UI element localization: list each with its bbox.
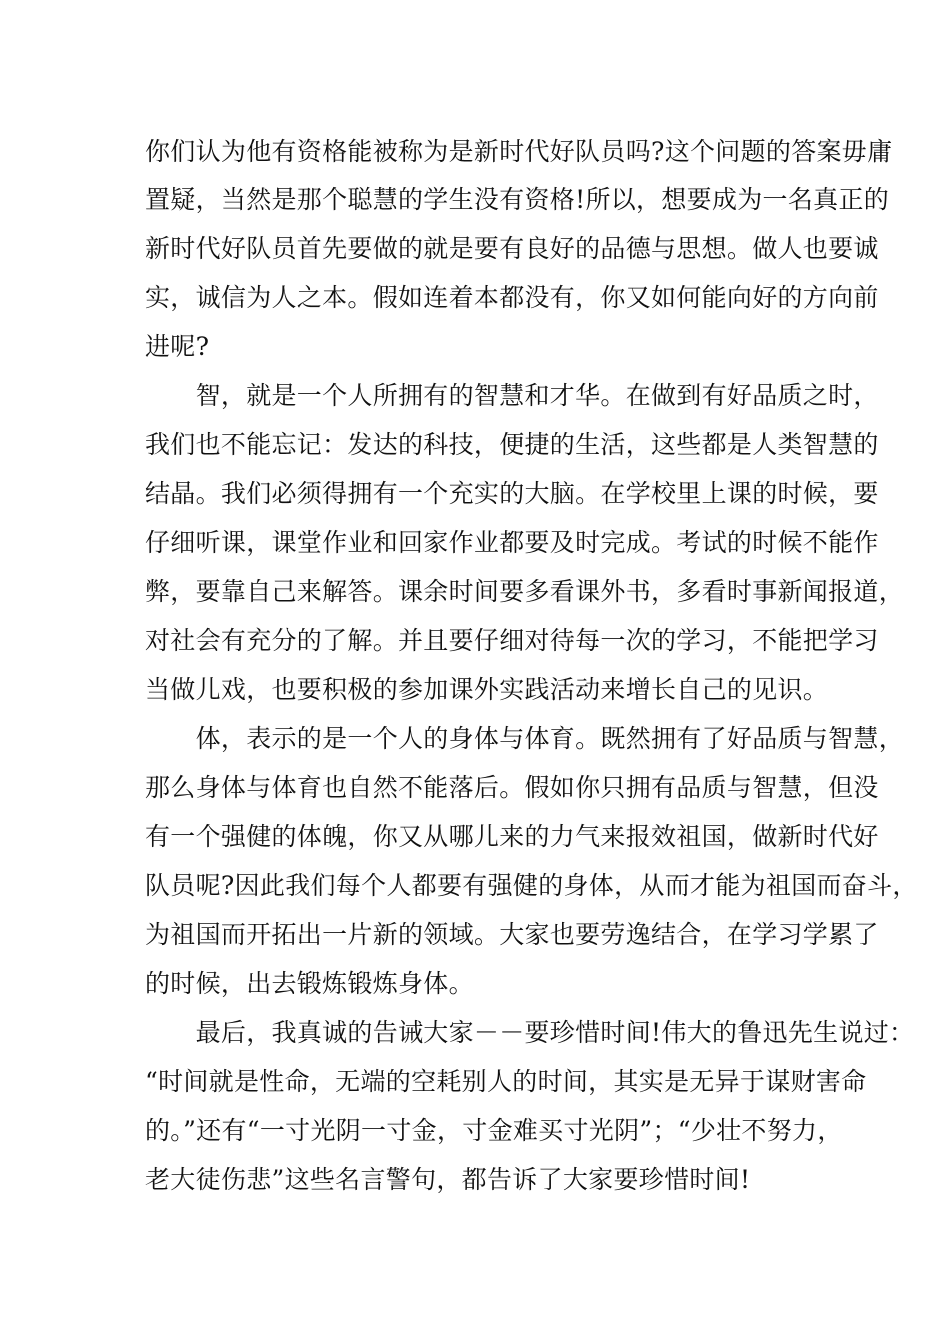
text-line: 我们也不能忘记：发达的科技，便捷的生活，这些都是人类智慧的: [145, 430, 879, 459]
paragraph-2: [145, 371, 905, 714]
text-line: 仔细听课，课堂作业和回家作业都要及时完成。考试的时候不能作: [145, 528, 879, 557]
text-line: 当做儿戏，也要积极的参加课外实践活动来增长自己的见识。: [145, 675, 829, 704]
paragraph-1: [145, 127, 893, 371]
text-line: 的。”还有“一寸光阴一寸金，寸金难买寸光阴”；“少壮不努力，: [145, 1116, 843, 1145]
document-body: [145, 127, 918, 1204]
paragraph-4: [145, 1008, 915, 1204]
text-line: 智，就是一个人所拥有的智慧和才华。在做到有好品质之时，: [145, 381, 879, 410]
text-line: 的时候，出去锻炼锻炼身体。: [145, 969, 474, 998]
text-line: 你们认为他有资格能被称为是新时代好队员吗?这个问题的答案毋庸: [145, 137, 893, 166]
text-line: 对社会有充分的了解。并且要仔细对待每一次的学习，不能把学习: [145, 626, 879, 655]
text-line: “时间就是性命，无端的空耗别人的时间，其实是无异于谋财害命: [145, 1067, 867, 1096]
text-line: 为祖国而开拓出一片新的领域。大家也要劳逸结合，在学习学累了: [145, 920, 879, 949]
text-line: 老大徒伤悲”这些名言警句，都告诉了大家要珍惜时间!: [145, 1165, 751, 1194]
text-line: 那么身体与体育也自然不能落后。假如你只拥有品质与智慧，但没: [145, 773, 879, 802]
text-line: 有一个强健的体魄，你又从哪儿来的力气来报效祖国，做新时代好: [145, 822, 879, 851]
text-line: 弊，要靠自己来解答。课余时间要多看课外书，多看时事新闻报道，: [145, 577, 905, 606]
text-line: 最后，我真诚的告诫大家－－要珍惜时间!伟大的鲁迅先生说过：: [145, 1018, 915, 1047]
paragraph-3: [145, 714, 918, 1008]
text-line: 进呢?: [145, 332, 210, 361]
text-line: 实，诚信为人之本。假如连着本都没有，你又如何能向好的方向前: [145, 283, 879, 312]
text-line: 结晶。我们必须得拥有一个充实的大脑。在学校里上课的时候，要: [145, 479, 879, 508]
text-line: 队员呢?因此我们每个人都要有强健的身体，从而才能为祖国而奋斗，: [145, 871, 918, 900]
text-line: 新时代好队员首先要做的就是要有良好的品德与思想。做人也要诚: [145, 234, 879, 263]
text-line: 体，表示的是一个人的身体与体育。既然拥有了好品质与智慧，: [145, 724, 905, 753]
text-line: 置疑，当然是那个聪慧的学生没有资格!所以，想要成为一名真正的: [145, 185, 890, 214]
